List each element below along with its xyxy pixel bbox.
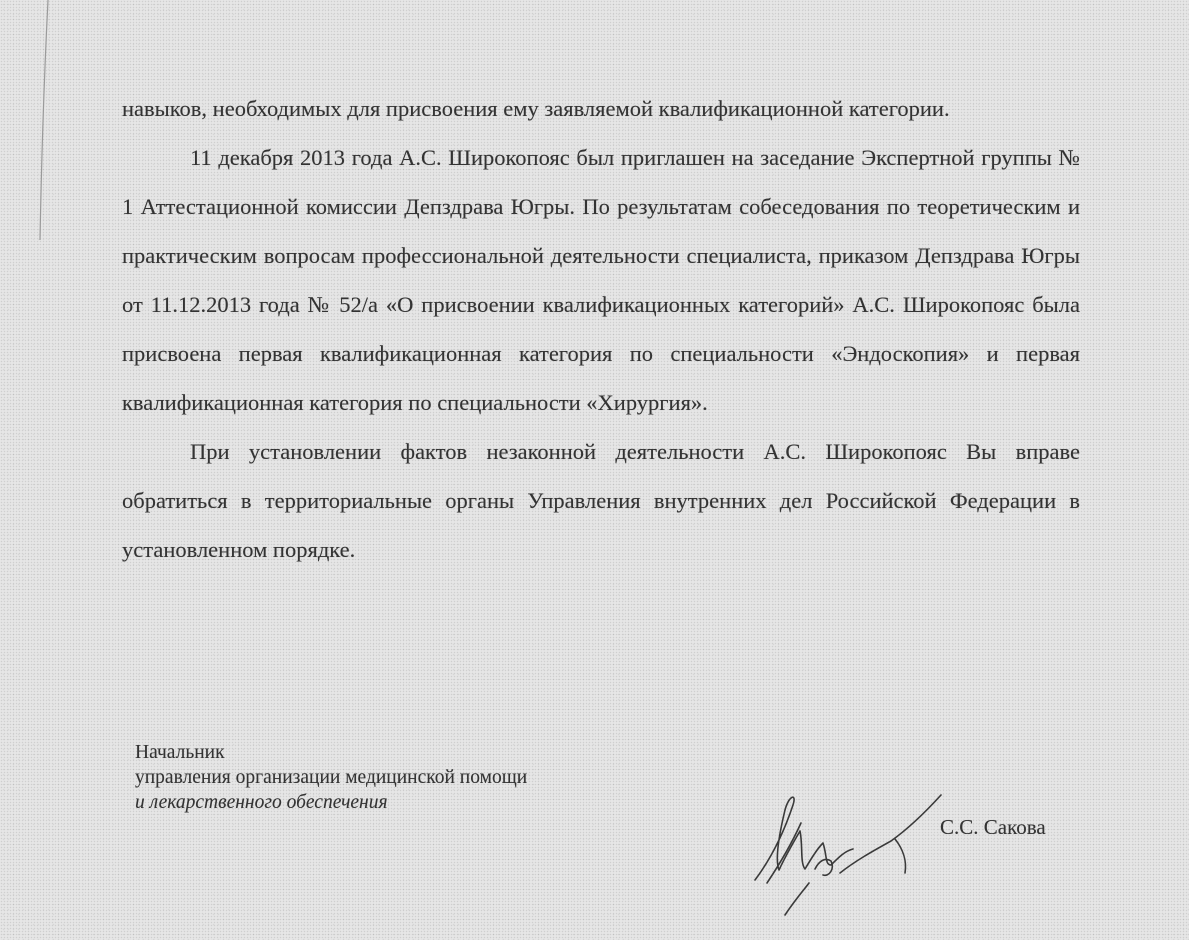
- letter-body: [122, 84, 1080, 574]
- signer-title-line3: и лекарственного обеспечения: [135, 792, 388, 813]
- signer-title-line2: управления организации медицинской помощи: [135, 767, 528, 788]
- handwritten-signature-icon: [745, 765, 965, 920]
- paragraph-attestation: 11 декабря 2013 года А.С. Широкопояс был приглашен на заседание Экспертной группы № 1 Аттестационной комиссии Депздрава Югры. По результатам собеседования по теоретическим и практическим вопросам профессиональной деятельности специалиста, приказом Депздрава Югры от 11.12.2013 года № 52/а «О присвоении квалификационных категорий» А.С. Широкопояс была присвоена первая квалификационная категория по специальности «Эндоскопия» и первая квалификационная категория по специальности «Хирургия».: [122, 145, 1080, 415]
- signer-title-line1: Начальник: [135, 742, 225, 763]
- signer-name: С.С. Сакова: [940, 815, 1046, 839]
- paragraph-continuation: навыков, необходимых для присвоения ему заявляемой квалификационной категории.: [122, 96, 950, 121]
- paper-fold-line: [38, 0, 52, 240]
- signature-position-block: [135, 740, 527, 815]
- paragraph-recommendation: При установлении фактов незаконной деятельности А.С. Широкопояс Вы вправе обратиться в территориальные органы Управления внутренних дел Российской Федерации в установленном порядке.: [122, 439, 1080, 562]
